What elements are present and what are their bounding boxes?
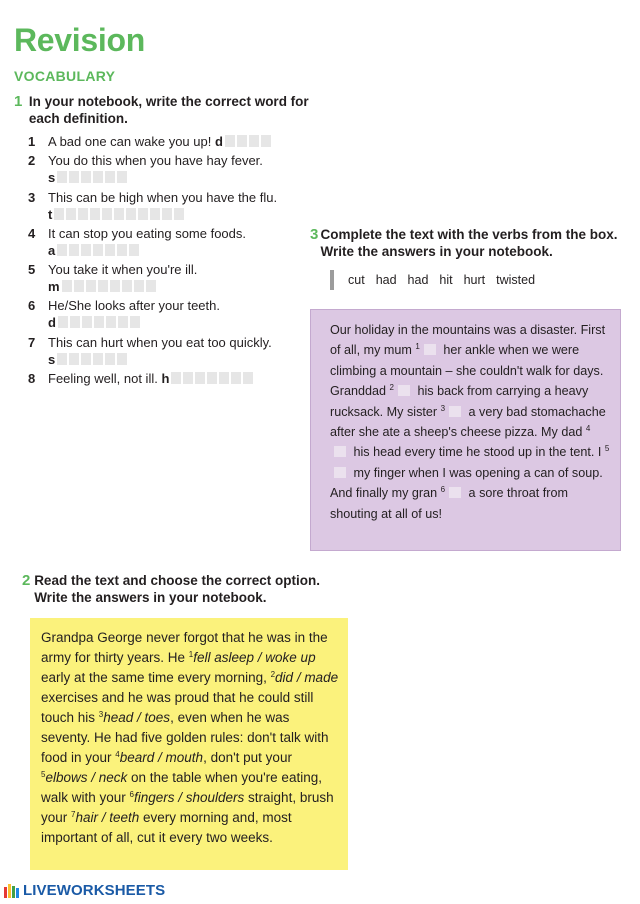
option-number: 5 (41, 770, 46, 779)
definition-text: This can be high when you have the flu. (48, 189, 278, 205)
story-text: a very bad stomachache after she ate a sheep's cheese pizza. My dad (330, 404, 606, 440)
letter-box[interactable] (130, 316, 140, 328)
footer-brand-text: LIVEWORKSHEETS (23, 882, 166, 899)
verb-word: twisted (496, 273, 536, 287)
exercise-instruction: In your notebook, write the correct word for each definition. (28, 94, 309, 126)
letter-box[interactable] (117, 244, 127, 256)
story-text: every morning and, most important of all, cut it every two weeks. (41, 810, 292, 845)
letter-box[interactable] (93, 353, 103, 365)
first-letter: m (48, 279, 60, 295)
letter-box[interactable] (98, 280, 108, 292)
definition-body (48, 189, 310, 223)
story-text: straight, brush your (41, 790, 334, 825)
letter-box[interactable] (150, 208, 160, 220)
definition-text: You take it when you're ill. (48, 262, 198, 278)
letter-box[interactable] (82, 316, 92, 328)
answer-option[interactable]: fell asleep / woke up (193, 650, 316, 665)
option-number: 7 (71, 810, 76, 819)
definition-number: 7 (28, 334, 36, 350)
story-text: , don't put your (203, 750, 292, 765)
letter-box[interactable] (105, 171, 115, 183)
verb-word: hit (439, 273, 453, 287)
footer-brand (4, 882, 165, 899)
answer-gap[interactable] (334, 446, 346, 457)
letter-box[interactable] (58, 316, 68, 328)
gap-number: 3 (440, 403, 446, 413)
definition-list (14, 133, 314, 387)
gap-number: 5 (604, 444, 610, 454)
definition-number: 5 (28, 262, 36, 278)
story-text: her ankle when we were climbing a mountain – she couldn't walk for days. Granddad (330, 343, 604, 399)
letter-box[interactable] (93, 171, 103, 183)
first-letter: h (161, 371, 170, 387)
definition-number: 4 (28, 225, 36, 241)
answer-option[interactable]: fingers / shoulders (133, 790, 245, 805)
letter-box[interactable] (90, 208, 100, 220)
definition-item (14, 370, 314, 387)
letter-box[interactable] (219, 372, 229, 384)
letter-box[interactable] (243, 372, 253, 384)
letter-box[interactable] (57, 244, 67, 256)
letter-box[interactable] (93, 244, 103, 256)
letter-box[interactable] (117, 171, 127, 183)
first-letter: d (214, 134, 223, 149)
first-letter: s (48, 351, 56, 367)
first-letter: s (48, 170, 56, 186)
answer-option[interactable]: did / made (275, 670, 339, 685)
letter-box[interactable] (183, 372, 193, 384)
letter-box[interactable] (231, 372, 241, 384)
letter-box[interactable] (105, 353, 115, 365)
letter-box[interactable] (138, 208, 148, 220)
answer-gap[interactable] (449, 487, 461, 498)
exercise-instruction: Read the text and choose the correct option. Write the answers in your notebook. (34, 573, 320, 605)
letter-box[interactable] (129, 244, 139, 256)
verb-word: had (375, 273, 397, 287)
letter-box[interactable] (110, 280, 120, 292)
definition-text: This can hurt when you eat too quickly. (48, 334, 272, 350)
letter-box[interactable] (62, 280, 72, 292)
section-heading-vocabulary: VOCABULARY (14, 68, 116, 84)
story-text: early at the same time every morning, (41, 670, 271, 685)
definition-number: 8 (28, 371, 36, 387)
option-number: 2 (270, 670, 276, 679)
letter-box[interactable] (122, 280, 132, 292)
letter-box[interactable] (69, 171, 79, 183)
answer-gap[interactable] (449, 406, 461, 417)
definition-text: Feeling well, not ill. (48, 371, 158, 387)
story-text: , even when he was seventy. He had five golden rules: don't talk with food in your (41, 710, 329, 765)
first-letter: a (48, 242, 56, 258)
letter-box[interactable] (78, 208, 88, 220)
answer-gap[interactable] (398, 385, 410, 396)
answer-option[interactable]: beard / mouth (119, 750, 204, 765)
exercise-number: 1 (14, 93, 23, 110)
letter-box[interactable] (162, 208, 172, 220)
letter-box[interactable] (81, 244, 91, 256)
definition-number: 3 (28, 189, 36, 205)
definition-text: He/She looks after your teeth. (48, 298, 220, 314)
exercise-3 (310, 226, 630, 260)
letter-box[interactable] (74, 280, 84, 292)
answer-field[interactable] (48, 170, 127, 185)
gap-number: 6 (440, 485, 446, 495)
letter-box[interactable] (54, 208, 64, 220)
answer-field[interactable] (48, 315, 140, 330)
definition-item (14, 152, 314, 186)
definition-item (14, 334, 314, 368)
letter-box[interactable] (134, 280, 144, 292)
verb-box (330, 270, 535, 290)
story-text: Our holiday in the mountains was a disaster. First of all, my mum (330, 323, 606, 358)
answer-field[interactable] (48, 207, 184, 222)
definition-body (48, 152, 310, 186)
gap-number: 2 (389, 383, 394, 393)
story-text: a sore throat from shouting at all of us! (330, 486, 568, 521)
story-text: Grandpa George never forgot that he was in the army for thirty years. He (41, 630, 328, 665)
letter-box[interactable] (70, 316, 80, 328)
definition-number: 1 (28, 134, 36, 149)
letter-box[interactable] (81, 353, 91, 365)
definition-body (48, 334, 310, 368)
exercise-2 (22, 572, 352, 606)
first-letter: t (48, 206, 53, 222)
exercise-number: 3 (310, 226, 319, 243)
answer-option[interactable]: head / toes (103, 710, 171, 725)
definition-number: 6 (28, 298, 36, 314)
definition-number: 2 (28, 153, 36, 169)
letter-box[interactable] (94, 316, 104, 328)
page-title: Revision (14, 22, 145, 58)
holiday-story-text (310, 309, 621, 551)
answer-option[interactable]: hair / teeth (75, 810, 140, 825)
definition-item (14, 261, 314, 295)
definition-item (14, 189, 314, 223)
definition-text: A bad one can wake you up! (48, 134, 212, 149)
gap-number: 4 (585, 424, 591, 434)
verb-word: had (407, 273, 429, 287)
letter-box[interactable] (261, 135, 271, 147)
answer-field[interactable] (48, 243, 139, 258)
letter-box[interactable] (105, 244, 115, 256)
definition-item (14, 133, 314, 150)
letter-box[interactable] (66, 208, 76, 220)
letter-box[interactable] (69, 353, 79, 365)
story-text: his head every time he stood up in the tent. I (350, 445, 605, 460)
answer-option[interactable]: elbows / neck (45, 770, 128, 785)
story-text: on the table when you're eating, walk with your (41, 770, 322, 805)
letter-box[interactable] (114, 208, 124, 220)
option-number: 3 (98, 710, 104, 719)
story-text: my finger when I was opening a can of soup. And finally my gran (330, 465, 603, 501)
answer-field[interactable] (215, 134, 271, 149)
definition-item (14, 297, 314, 331)
grandpa-story-text (30, 618, 348, 870)
answer-field[interactable] (48, 352, 127, 367)
letter-box[interactable] (106, 316, 116, 328)
option-number: 6 (129, 790, 134, 799)
definition-body (48, 297, 310, 331)
answer-gap[interactable] (424, 344, 436, 355)
definition-text: You do this when you have hay fever. (48, 153, 263, 169)
letter-box[interactable] (225, 135, 235, 147)
definition-body (48, 370, 310, 387)
gap-number: 1 (415, 342, 420, 352)
letter-box[interactable] (237, 135, 247, 147)
letter-box[interactable] (126, 208, 136, 220)
letter-box[interactable] (86, 280, 96, 292)
letter-box[interactable] (195, 372, 205, 384)
letter-box[interactable] (117, 353, 127, 365)
letter-box[interactable] (118, 316, 128, 328)
liveworksheets-logo-icon (4, 884, 20, 898)
letter-box[interactable] (102, 208, 112, 220)
story-text: exercises and he was proud that he could still touch his (41, 690, 314, 725)
definition-item (14, 225, 314, 259)
story-text: his back from carrying a heavy rucksack. My sister (330, 384, 589, 419)
letter-box[interactable] (171, 372, 181, 384)
letter-box[interactable] (57, 171, 67, 183)
option-number: 1 (188, 650, 194, 659)
verb-word: hurt (463, 273, 486, 287)
letter-box[interactable] (81, 171, 91, 183)
exercise-number: 2 (22, 572, 31, 589)
verb-word: cut (348, 273, 365, 287)
letter-box[interactable] (146, 280, 156, 292)
definition-text: It can stop you eating some foods. (48, 225, 247, 241)
letter-box[interactable] (207, 372, 217, 384)
answer-field[interactable] (161, 371, 253, 386)
letter-box[interactable] (174, 208, 184, 220)
exercise-instruction: Complete the text with the verbs from the box. Write the answers in your notebook. (320, 227, 618, 259)
definition-body (48, 133, 310, 150)
letter-box[interactable] (57, 353, 67, 365)
letter-box[interactable] (249, 135, 259, 147)
first-letter: d (48, 315, 56, 331)
letter-box[interactable] (69, 244, 79, 256)
answer-field[interactable] (48, 279, 156, 294)
definition-body (48, 225, 310, 259)
answer-gap[interactable] (334, 467, 346, 478)
exercise-1 (14, 93, 314, 389)
definition-body (48, 261, 310, 295)
option-number: 4 (115, 750, 120, 759)
